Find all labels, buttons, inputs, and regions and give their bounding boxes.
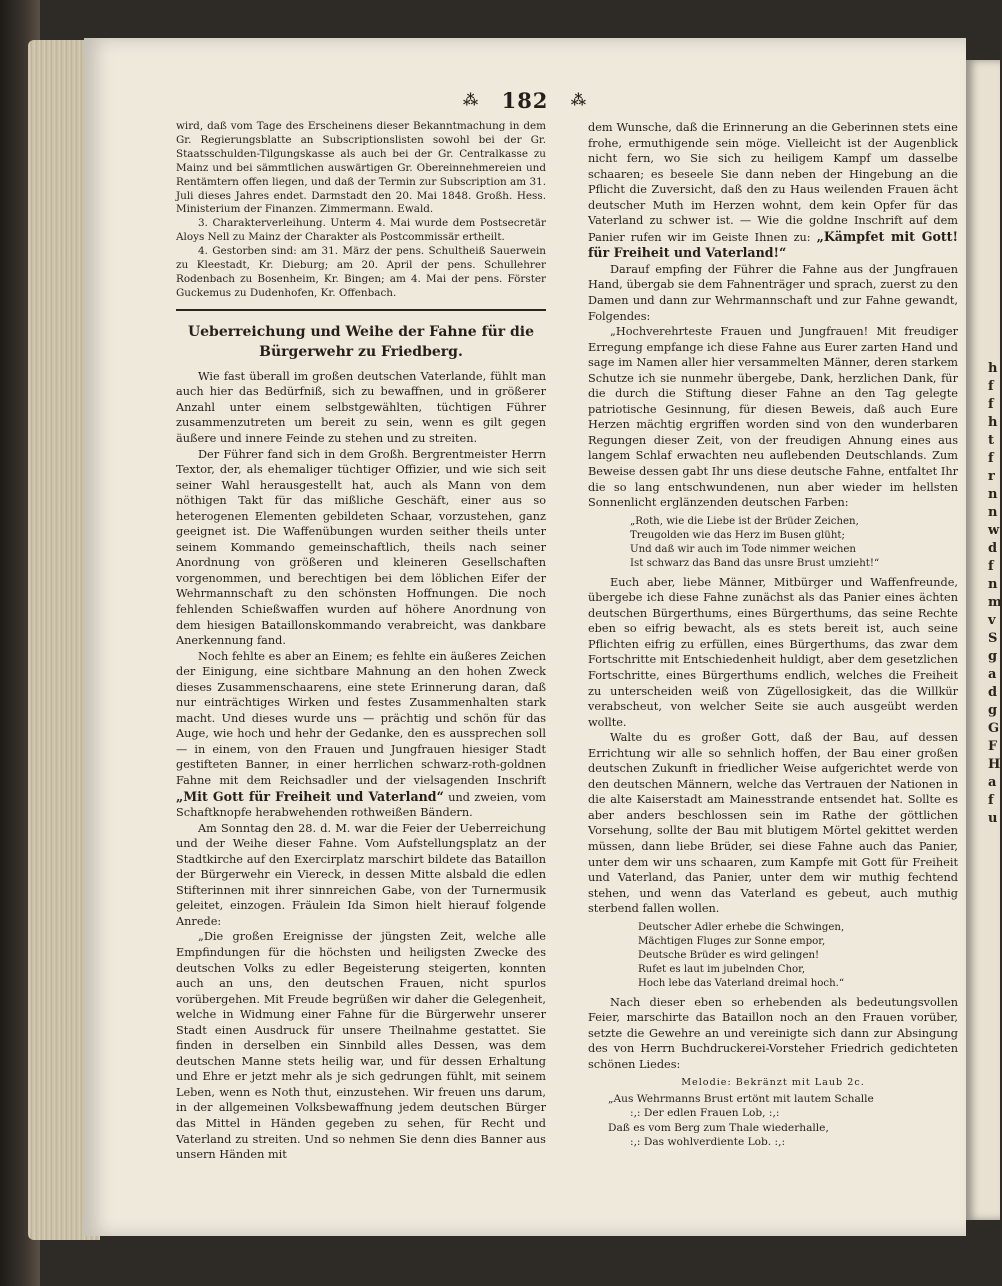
paragraph-3-end: und zweien, vom Schaftknopfe herabwehenden rothweißen Bändern. — [176, 790, 547, 820]
page-number: 182 — [501, 88, 549, 113]
next-page-fragment: u — [988, 811, 998, 826]
ornament-right-icon: ⁂ — [570, 91, 588, 109]
verse-line: Treugolden wie das Herz im Busen glüht; — [630, 529, 845, 541]
notice-item-4: 4. Gestorben sind: am 31. März der pens. Schultheiß Sauerwein zu Kleestadt, Kr. Dieburg; am 20. April der pens. Schullehrer Rodenbach zu Bosenheim, Kr. Bingen; am 4. Mai der pens. Förster Guckemus zu Dudenhofen, Kr. Offenbach. — [176, 245, 546, 299]
next-page-fragment: d — [988, 685, 998, 700]
speech-textor: „Hochverehrteste Frauen und Jungfrauen! Mit freudiger Erregung empfange ich diese Fahne aus Eurer zarten Hand und sage im Namen aller hier versammelten Männer, deren starkem Schutze ich sie nunmehr übergebe, Dank, herzlichen Dank, für die durch die Stiftung dieser Fahne an den Tag gelegte patriotische Gesinnung, für diesen Beweis, daß auch Eure Herzen mächtig ergriffen worden sind von den wunderbaren Regungen dieser Zeit, von der freudigen Ahnung eines aus langem Schlaf erwachten neu auflebenden Deutschlands. Zum Beweise dessen gabt Ihr uns diese deutsche Fahne, entfaltet Ihr die so lang entschwundenen, nun aber wieder im hellsten Sonnenlicht erglänzenden deutschen Farben: — [588, 325, 958, 510]
verse-line: Rufet es laut im jubelnden Chor, — [638, 963, 806, 975]
article-paragraph-2: Der Führer fand sich in dem Großh. Bergrentmeister Herrn Textor, der, als ehemaliger tüchtiger Offizier, und wie sich seit seiner Wahl herausgestellt hat, auch als Mann von dem nöthigen Takt für das mißliche Geschäft, einer aus so heterogenen Elementen gebildeten Schaar, vorzustehen, ganz geeignet ist. Die Waffenübungen wurden seither theils unter seinem Kommando gemeinschaftlich, theils nach seiner Anordnung von größeren und kleineren Gesellschaften vorgenommen, und berechtigen bei dem löblichen Eifer der Wehrmannschaft zu den schönsten Hoffnungen. Die noch fehlenden Schießwaffen wurden auf höhere Anordnung von dem hiesigen Bataillonskommando verabreicht, was dankbare Anerkennung fand. — [176, 447, 546, 648]
next-page-fragment: a — [988, 775, 997, 790]
verse-line: Mächtigen Fluges zur Sonne empor, — [638, 935, 826, 947]
next-page-fragment: n — [988, 505, 998, 520]
article-title: Ueberreichung und Weihe der Fahne für die Bürgerwehr zu Friedberg. — [187, 323, 535, 360]
speech-simon: „Die großen Ereignisse der jüngsten Zeit, welche alle Empfindungen für die höchsten und heiligsten Zwecke des deutschen Volks zu edler Begeisterung steigerten, konnten auch an uns, den deutschen Frauen, nicht spurlos vorübergehen. Mit Freude begrüßen wir daher die Gelegenheit, welche in Widmung einer Fahne für die Bürgerwehr unserer Stadt einen Ausdruck für unsere Theilnahme gestattet. Sie finden in derselben ein Sinnbild alles Dessen, was dem deutschen Manne stets heilig war, und für dessen Erhaltung und Ehre er jetzt mehr als je sich gedrungen fühlt, mit seinem Leben, wenn es Noth thut, einzustehen. Wir freuen uns darum, in der allgemeinen Volksbewaffnung jedem deutschen Bürger das Mittel in Händen gegeben zu sehen, für Recht und Vaterland zu streiten. Und so nehmen Sie denn dies Banner aus unsern Händen mit — [176, 930, 546, 1162]
right-column — [588, 120, 958, 1150]
ornament-left-icon: ⁂ — [462, 91, 480, 109]
song-line: „Aus Wehrmanns Brust ertönt mit lautem Schalle — [608, 1092, 874, 1105]
next-page-edge — [966, 60, 1000, 1220]
section-divider — [176, 309, 546, 311]
next-page-fragment: t — [988, 433, 995, 448]
article-paragraph-closing: Nach dieser eben so erhebenden als bedeutungsvollen Feier, marschirte das Bataillon noch an den Frauen vorüber, setzte die Gewehre an und vereinigte sich dann zur Absingung des von Herrn Buchdruckerei-Vorsteher Friedrich gedichteten schönen Liedes: — [588, 995, 958, 1071]
next-page-fragment: f — [988, 379, 994, 394]
verse-line: Ist schwarz das Band das unsre Brust umzieht!“ — [630, 557, 880, 569]
banner-motto: „Mit Gott für Freiheit und Vaterland“ — [176, 788, 444, 804]
next-page-fragment: h — [988, 415, 998, 430]
speech-simon-continued — [588, 120, 958, 262]
article-paragraph-handover: Darauf empfing der Führer die Fahne aus der Jungfrauen Hand, übergab sie dem Fahnenträger und sprach, zuerst zu den Damen und dann zur Wehrmannschaft und zur Fahne gewandt, Folgendes: — [588, 262, 958, 323]
verse-eagle — [638, 921, 958, 991]
speech-motto: „Kämpfet mit Gott! für Freiheit und Vaterland!“ — [588, 228, 959, 261]
verse-line: „Roth, wie die Liebe ist der Brüder Zeichen, — [630, 515, 859, 527]
next-page-fragment: f — [988, 793, 994, 808]
song-line: Daß es vom Berg zum Thale wiederhalle, — [608, 1121, 829, 1134]
left-column — [176, 120, 546, 1163]
song-line: :,: Der edlen Frauen Lob, :,: — [630, 1107, 780, 1120]
next-page-fragment: a — [988, 667, 997, 682]
next-page-fragment: n — [988, 487, 998, 502]
next-page-fragment: h — [988, 361, 998, 376]
next-page-fragment: n — [988, 577, 998, 592]
song-line: :,: Das wohlverdiente Lob. :,: — [630, 1136, 786, 1149]
paragraph-3-text: Noch fehlte es aber an Einem; es fehlte ein äußeres Zeichen der Einigung, eine sichtbare Mahnung an den hohen Zweck dieses Zusammenschaarens, eine stete Erinnerung daran, daß nur einträchtiges Wirken und festes Zusammenhalten stark macht. Und dieses wurde uns — prächtig und schön für das Auge, wie hoch und hehr der Gedanke, den es aussprechen soll — in einem, von den Frauen und Jungfrauen hiesiger Stadt gestifteten Banner, in einer herrlichen schwarz-roth-goldnen Fahne mit dem Reichsadler und der vielsagenden Inschrift — [176, 649, 546, 787]
next-page-fragment: v — [988, 613, 996, 628]
verse-colors — [630, 515, 958, 571]
verse-line: Deutscher Adler erhebe die Schwingen, — [638, 921, 845, 933]
song-lyrics — [608, 1092, 958, 1150]
next-page-fragment: d — [988, 541, 998, 556]
next-page-fragments — [966, 60, 1000, 828]
speech-textor-prayer: Walte du es großer Gott, daß der Bau, auf dessen Errichtung wir alle so sehnlich hoffen, der Bau einer großen deutschen Zukunft in friedlicher Weise aufgerichtet werde von den deutschen Männern, welche das Vertrauen der Nationen in die alte Kaiserstadt am Mainesstrande entsendet hat. Sollte es aber anders beschlossen sein im Rathe der göttlichen Vorsehung, sollte der Bau mit blutigem Mörtel gekittet werden müssen, dann liebe Brüder, sei diese Fahne auch das Panier, unter dem wir uns schaaren, zum Kampfe mit Gott für Freiheit und Vaterland, das Panier, unter dem wir muthig fechtend stehen, und wenn das Vaterland es gebeut, auch muthig sterbend fallen wollen. — [588, 731, 958, 916]
melody-note: Melodie: Bekränzt mit Laub 2c. — [681, 1077, 865, 1089]
next-page-fragment: F — [988, 739, 998, 754]
next-page-fragment: H — [988, 757, 1001, 772]
article-paragraph-3 — [176, 649, 546, 821]
next-page-fragment: G — [988, 721, 1000, 736]
notice-continuation: wird, daß vom Tage des Erscheinens dieser Bekanntmachung in dem Gr. Regierungsblatte an Subscriptionslisten sowohl bei der Gr. Staatsschulden-Tilgungskasse als auch bei der Gr. Centralkasse zu Mainz und bei sämmtlichen auswärtigen Gr. Obereinnehmereien und Rentämtern offen liegen, und daß der Termin zur Subscription am 31. Juli dieses Jahres endet. Darmstadt den 20. Mai 1848. Großh. Hess. Ministerium der Finanzen. Zimmermann. Ewald. — [176, 120, 546, 216]
next-page-fragment: w — [988, 523, 1000, 538]
next-page-fragment: m — [988, 595, 1002, 610]
next-page-fragment: g — [988, 649, 998, 664]
book-page — [84, 38, 966, 1236]
article-paragraph-1: Wie fast überall im großen deutschen Vaterlande, fühlt man auch hier das Bedürfniß, sich zu bewaffnen, und in größerer Anzahl unter einem selbstgewählten, tüchtigen Führer zusammenzutreten um bereit zu sein, wenn es gilt gegen äußere und innere Feinde zu stehen und zu streiten. — [176, 369, 546, 445]
verse-line: Hoch lebe das Vaterland dreimal hoch.“ — [638, 977, 845, 989]
page-header — [84, 88, 966, 113]
next-page-fragment: r — [988, 469, 995, 484]
speech-simon-end: dem Wunsche, daß die Erinnerung an die Geberinnen stets eine frohe, ermuthigende sein möge. Vielleicht ist der Augenblick nicht fern, wo Sie sich zu heiligem Kampf um dasselbe schaaren; es beseele Sie dann neben der Hingebung an die Pflicht die Zuversicht, daß den zu Haus weilenden Frauen ächt deutscher Muth im Herzen wohnt, dem kein Opfer für das Vaterland zu schwer ist. — Wie die goldne Inschrift auf dem Panier rufen wir im Geiste Ihnen zu: — [588, 121, 958, 244]
next-page-fragment: f — [988, 559, 994, 574]
article-paragraph-4: Am Sonntag den 28. d. M. war die Feier der Ueberreichung und der Weihe dieser Fahne. Vom Aufstellungsplatz an der Stadtkirche auf den Exercirplatz marschirt bildete das Bataillon der Bürgerwehr ein Viereck, in dessen Mitte alsbald die edlen Stifterinnen mit ihrer sinnreichen Gabe, von der Turnermusik geleitet, einzogen. Fräulein Ida Simon hielt hierauf folgende Anrede: — [176, 821, 546, 928]
next-page-fragment: f — [988, 397, 994, 412]
next-page-fragment: g — [988, 703, 998, 718]
notice-item-3: 3. Charakterverleihung. Unterm 4. Mai wurde dem Postsecretär Aloys Nell zu Mainz der Charakter als Postcommissär ertheilt. — [176, 217, 546, 244]
verse-line: Deutsche Brüder es wird gelingen! — [638, 949, 820, 961]
notices-block — [176, 120, 546, 301]
next-page-fragment: f — [988, 451, 994, 466]
next-page-fragment: S — [988, 631, 998, 646]
speech-textor-men: Euch aber, liebe Männer, Mitbürger und Waffenfreunde, übergebe ich diese Fahne zunächst als das Panier eines ächten deutschen Bürgerthums, eines Bürgerthums, das seine Rechte eben so eifrig bewacht, als es stets bereit ist, auch seine Pflichten eifrig zu erfüllen, eines Bürgerthums, das zwar dem Fortschritte mit Entschiedenheit huldigt, aber dem gesetzlichen Fortschritte, eines Bürgerthums endlich, welches die Freiheit zu unterscheiden weiß von Zügellosigkeit, das die Willkür verabscheut, von welcher Seite sie auch ausgeübt werden wollte. — [588, 575, 958, 729]
verse-line: Und daß wir auch im Tode nimmer weichen — [630, 543, 856, 555]
